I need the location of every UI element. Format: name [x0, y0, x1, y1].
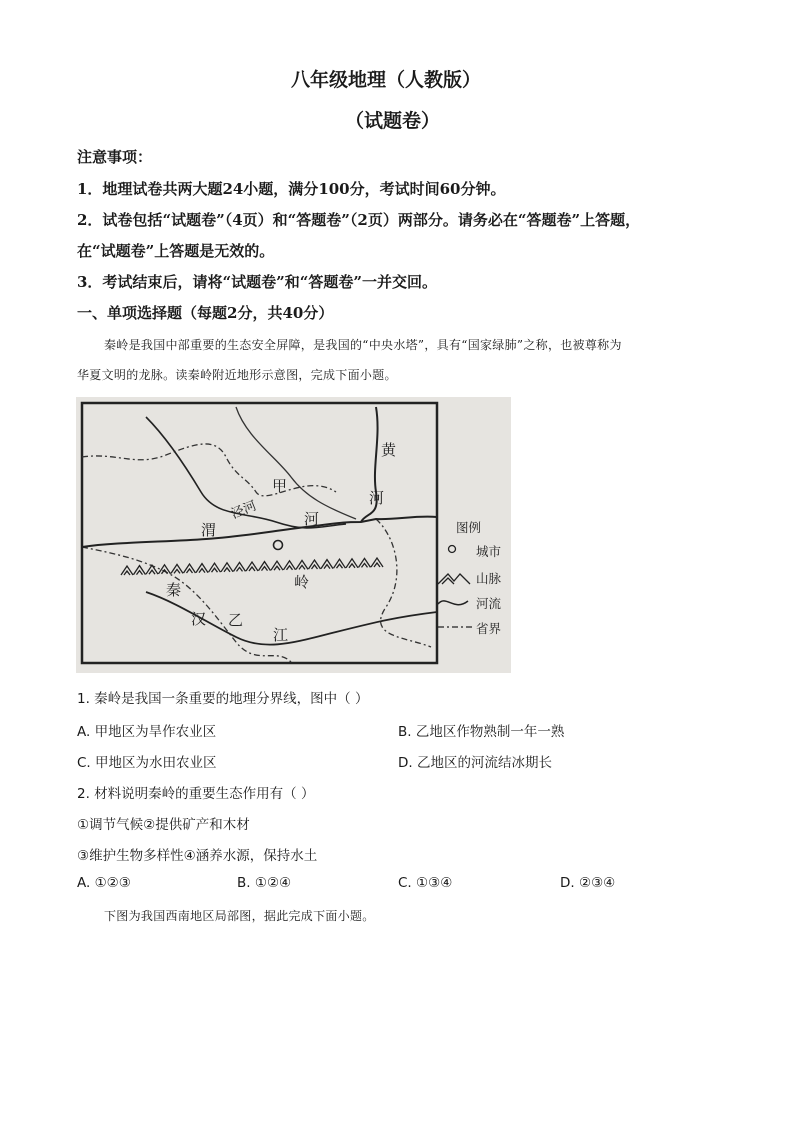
question-2-stem: 2. 材料说明秦岭的重要生态作用有（ ）: [77, 786, 315, 802]
label-jinghe: 泾河: [229, 498, 259, 523]
page-title: 八年级地理（人教版）: [291, 69, 482, 91]
notice-heading: 注意事项：: [77, 148, 153, 166]
label-he-right: 河: [369, 489, 385, 507]
qinling-terrain-map: [76, 397, 511, 673]
question-1-option-b[interactable]: B. 乙地区作物熟制一年一熟: [398, 724, 565, 740]
passage-2-line-1: 下图为我国西南地区局部图，据此完成下面小题。: [104, 909, 375, 923]
question-1-option-c[interactable]: C. 甲地区为水田农业区: [77, 755, 217, 771]
legend-river-icon: [438, 601, 468, 605]
label-han: 汉: [191, 610, 207, 628]
question-2-option-c[interactable]: C. ①③④: [398, 875, 453, 891]
label-yi: 乙: [228, 611, 244, 629]
legend-title: 图例: [456, 520, 482, 535]
label-huang: 黄: [381, 441, 397, 459]
label-wei: 渭: [201, 521, 217, 539]
legend-city: 城市: [476, 544, 502, 559]
question-1-option-d[interactable]: D. 乙地区的河流结冰期长: [398, 755, 552, 771]
label-qin: 秦: [166, 581, 182, 599]
question-2-line-2: ③维护生物多样性④涵养水源，保持水土: [77, 848, 318, 864]
notice-item-2: 2．试卷包括“试题卷”（4页）和“答题卷”（2页）两部分。请务必在“答题卷”上答题，: [77, 211, 641, 229]
legend-city-icon: [449, 546, 456, 553]
label-he-mid: 河: [304, 510, 320, 528]
legend-mountain-icon: [438, 574, 470, 584]
label-ling: 岭: [294, 573, 310, 591]
question-2-option-a[interactable]: A. ①②③: [77, 875, 131, 891]
question-2-option-b[interactable]: B. ①②④: [237, 875, 292, 891]
page-subtitle: （试题卷）: [345, 110, 441, 132]
question-1-option-a[interactable]: A. 甲地区为旱作农业区: [77, 724, 217, 740]
passage-1-line-1: 秦岭是我国中部重要的生态安全屏障，是我国的“中央水塔”，具有“国家绿肺”之称，也被尊称为: [104, 338, 622, 352]
question-1-stem: 1. 秦岭是我国一条重要的地理分界线，图中（ ）: [77, 691, 369, 707]
notice-item-3: 3．考试结束后，请将“试题卷”和“答题卷”一并交回。: [77, 273, 437, 291]
legend-river: 河流: [476, 596, 502, 611]
notice-item-2-cont: 在“试题卷”上答题是无效的。: [77, 242, 275, 260]
city-marker: [274, 541, 283, 550]
label-jiang: 江: [273, 626, 289, 644]
question-2-line-1: ①调节气候②提供矿产和木材: [77, 817, 250, 833]
legend-border: 省界: [476, 621, 502, 636]
section-heading: 一、单项选择题（每题2分，共40分）: [77, 304, 334, 322]
passage-1-line-2: 华夏文明的龙脉。读秦岭附近地形示意图，完成下面小题。: [77, 368, 397, 382]
question-2-option-d[interactable]: D. ②③④: [560, 875, 616, 891]
label-jia: 甲: [272, 477, 288, 495]
legend-mountain: 山脉: [476, 571, 502, 586]
notice-item-1: 1．地理试卷共两大题24小题，满分100分，考试时间60分钟。: [77, 180, 506, 198]
